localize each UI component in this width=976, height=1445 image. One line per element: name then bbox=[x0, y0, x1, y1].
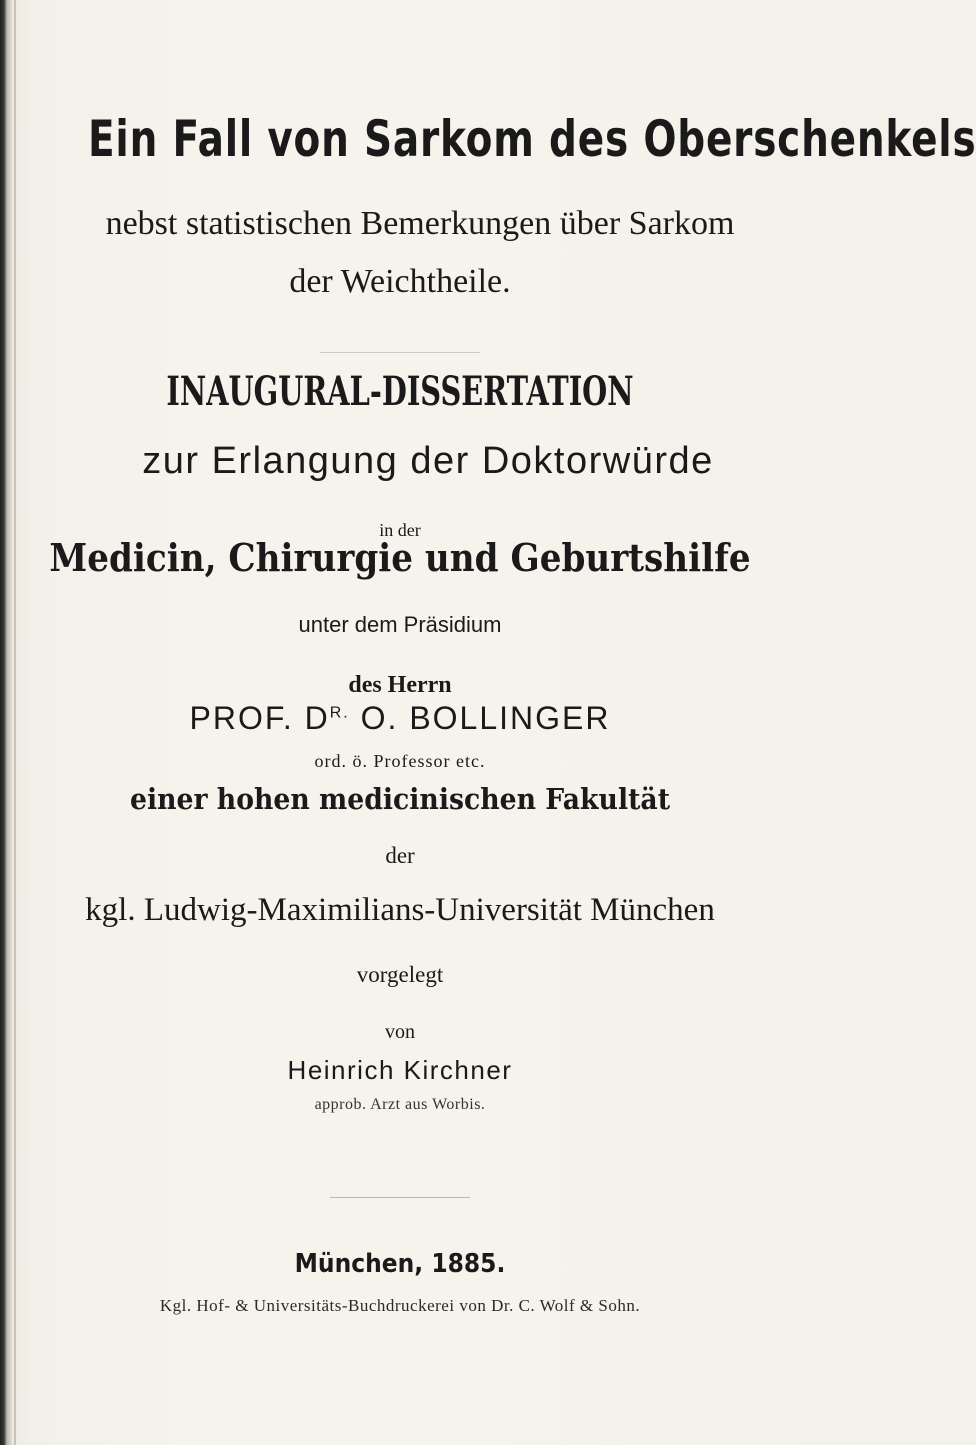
in-der-text: in der bbox=[379, 520, 421, 540]
der-text: der bbox=[385, 843, 415, 868]
professor-prefix: PROF. D bbox=[189, 700, 330, 736]
faculty-name: Medicin, Chirurgie und Geburtshilfe bbox=[49, 535, 751, 580]
professor-superscript: R. bbox=[329, 704, 350, 722]
degree-line: zur Erlangung der Doktorwürde bbox=[142, 440, 714, 482]
subtitle-line-2: der Weichtheile. bbox=[289, 263, 511, 300]
divider-top bbox=[320, 352, 480, 353]
presidium-text: unter dem Präsidium bbox=[298, 612, 502, 637]
vorgelegt-text: vorgelegt bbox=[356, 962, 444, 987]
printer-line: Kgl. Hof- & Universitäts-Buchdruckerei von Dr. C. Wolf & Sohn. bbox=[159, 1296, 641, 1315]
author-name: Heinrich Kirchner bbox=[287, 1055, 513, 1085]
professor-name bbox=[0, 700, 800, 737]
dissertation-label: INAUGURAL-DISSERTATION bbox=[166, 368, 634, 415]
author-info: approb. Arzt aus Worbis. bbox=[314, 1096, 486, 1113]
university-name: kgl. Ludwig-Maximilians-Universität München bbox=[85, 892, 715, 928]
document-title: Ein Fall von Sarkom des Oberschenkels bbox=[88, 110, 976, 168]
subtitle-line-1: nebst statistischen Bemerkungen über Sarkom bbox=[105, 205, 735, 242]
des-herrn-text: des Herrn bbox=[348, 672, 452, 698]
professor-title: ord. ö. Professor etc. bbox=[314, 751, 486, 771]
von-text: von bbox=[385, 1021, 415, 1043]
professor-surname: O. BOLLINGER bbox=[349, 700, 611, 736]
faculty-line: einer hohen medicinischen Fakultät bbox=[129, 782, 671, 816]
place-year: München, 1885. bbox=[294, 1249, 506, 1279]
divider-middle bbox=[330, 1197, 470, 1198]
